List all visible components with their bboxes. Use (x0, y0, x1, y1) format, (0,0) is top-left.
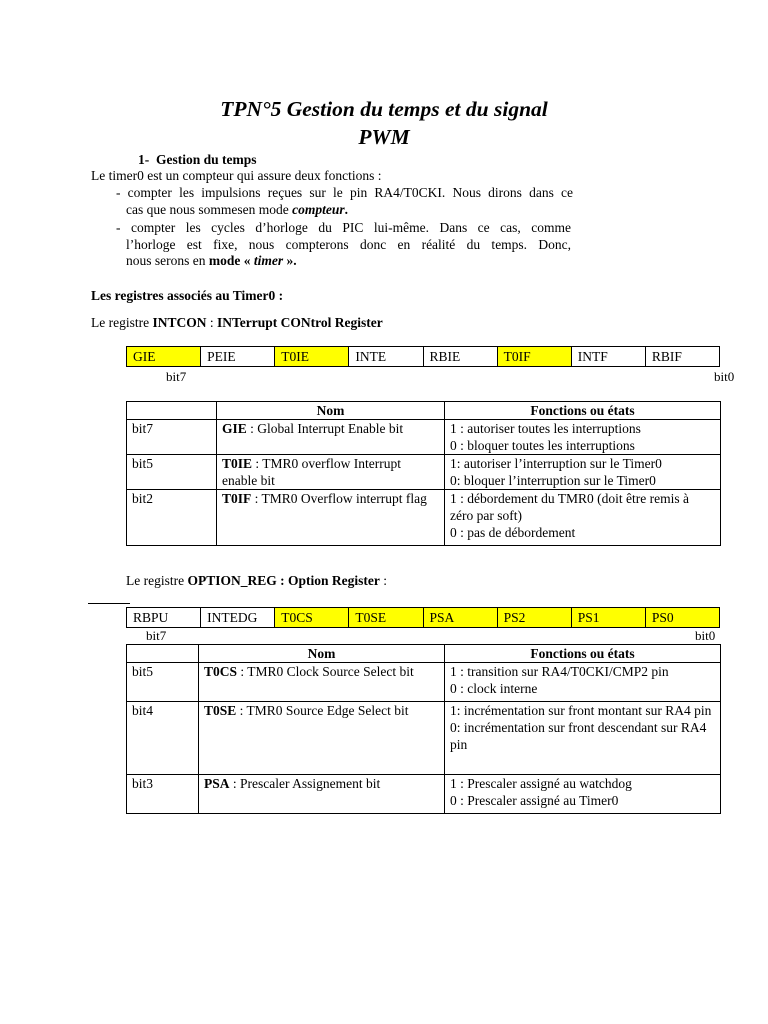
list-item-2-line2: l’horloge est fixe, nous compterons donc en réalité du temps. Donc, (126, 237, 571, 252)
divider (88, 603, 130, 604)
page-title-line2: PWM (358, 125, 410, 149)
table-header-nom: Nom (217, 402, 445, 420)
registers-heading: Les registres associés au Timer0 : (91, 288, 284, 303)
function-line: 1: incrémentation sur front montant sur RA4 pin (450, 703, 712, 718)
function-cell (445, 420, 721, 455)
function-cell (445, 490, 721, 546)
register-fullname: INTerrupt CONtrol Register (217, 315, 383, 330)
bit-cell: bit3 (127, 775, 199, 814)
function-line: 1: autoriser l’interruption sur le Timer0 (450, 456, 662, 471)
function-line: 1 : Prescaler assigné au watchdog (450, 776, 632, 791)
field-desc: : TMR0 Clock Source Select bit (237, 664, 414, 679)
function-cell (445, 775, 721, 814)
register-bit-cell: GIE (127, 347, 201, 367)
section-heading (138, 151, 257, 168)
page-title-line1: TPN°5 Gestion du temps et du signal (220, 97, 548, 121)
list-item-1-line1: - compter les impulsions reçues sur le pin RA4/T0CKI. Nous dirons dans ce (116, 185, 573, 200)
table-header-fonctions: Fonctions ou états (445, 645, 721, 663)
option-bit-high-label: bit7 (146, 628, 167, 643)
register-bit-cell: INTE (349, 347, 423, 367)
section-number: 1- (138, 152, 150, 167)
field-desc: : TMR0 Source Edge Select bit (236, 703, 409, 718)
name-cell (199, 663, 445, 702)
list-item-1-text: cas que nous sommesen mode (126, 202, 293, 217)
table-row (127, 420, 721, 455)
field-desc: : TMR0 Overflow interrupt flag (251, 491, 427, 506)
register-bit-cell: T0CS (275, 608, 349, 628)
table-row (127, 775, 721, 814)
list-item-2-text: nous serons en (126, 253, 209, 268)
intcon-bit-low-label: bit0 (714, 369, 735, 384)
table-row (127, 702, 721, 775)
register-bit-cell: RBIF (645, 347, 719, 367)
function-cell (445, 663, 721, 702)
bit-cell: bit2 (127, 490, 217, 546)
intro-text: Le timer0 est un compteur qui assure deux fonctions : (91, 168, 382, 183)
register-bit-cell: T0SE (349, 608, 423, 628)
function-cell (445, 455, 721, 490)
register-bit-cell: PS1 (571, 608, 645, 628)
table-row (127, 455, 721, 490)
register-name: OPTION_REG : Option Register (187, 573, 380, 588)
option-reg-caption (126, 572, 387, 589)
name-cell (199, 775, 445, 814)
field-desc: : Global Interrupt Enable bit (246, 421, 404, 436)
emphasis-timer: timer (253, 253, 284, 268)
function-line: 1 : transition sur RA4/T0CKI/CMP2 pin (450, 664, 669, 679)
function-cell (445, 702, 721, 775)
field-name: GIE (222, 421, 247, 436)
emphasis-close: ». (283, 253, 297, 268)
option-reg-bit-register (126, 607, 720, 628)
function-line: 1 : débordement du TMR0 (doit être remis à zéro par soft) (450, 491, 689, 523)
period: . (344, 202, 348, 217)
emphasis-mode: mode « (208, 253, 254, 268)
field-name: T0CS (204, 664, 238, 679)
bit-cell: bit5 (127, 663, 199, 702)
table-header-nom: Nom (199, 645, 445, 663)
function-line: 0 : Prescaler assigné au Timer0 (450, 793, 619, 808)
name-cell (199, 702, 445, 775)
caption-sep: : (379, 573, 387, 588)
register-bit-cell: PSA (423, 608, 497, 628)
field-desc: : TMR0 overflow Interrupt enable bit (222, 456, 401, 488)
option-reg-description-table (126, 644, 721, 814)
field-desc: : Prescaler Assignement bit (229, 776, 381, 791)
function-line: 0 : bloquer toutes les interruptions (450, 438, 635, 453)
option-bit-low-label: bit0 (695, 628, 716, 643)
bit-cell: bit4 (127, 702, 199, 775)
name-cell (217, 455, 445, 490)
field-name: T0IF (222, 491, 252, 506)
register-bit-cell: RBPU (127, 608, 201, 628)
register-bit-cell: INTF (571, 347, 645, 367)
name-cell (217, 420, 445, 455)
caption-sep: : (206, 315, 217, 330)
table-header-fonctions: Fonctions ou états (445, 402, 721, 420)
list-item-2-line3 (126, 252, 297, 269)
intcon-bit-high-label: bit7 (166, 369, 187, 384)
field-name: T0SE (204, 703, 237, 718)
function-line: 0 : pas de débordement (450, 525, 576, 540)
bit-cell: bit5 (127, 455, 217, 490)
function-line: 0: bloquer l’interruption sur le Timer0 (450, 473, 656, 488)
register-bit-cell: PS0 (645, 608, 719, 628)
section-title: Gestion du temps (156, 152, 257, 167)
table-header (127, 402, 217, 420)
table-row (127, 663, 721, 702)
field-name: PSA (204, 776, 230, 791)
function-line: 0 : clock interne (450, 681, 538, 696)
caption-prefix: Le registre (91, 315, 153, 330)
name-cell (217, 490, 445, 546)
table-row (127, 490, 721, 546)
emphasis-compteur: compteur (292, 202, 345, 217)
list-item-2-line1: - compter les cycles d’horloge du PIC lui-même. Dans ce cas, comme (116, 220, 571, 235)
register-bit-cell: T0IE (275, 347, 349, 367)
intcon-bit-register (126, 346, 720, 367)
intcon-description-table (126, 401, 721, 546)
table-header (127, 645, 199, 663)
list-item-1-line2 (126, 201, 348, 218)
function-line: 0: incrémentation sur front descendant sur RA4 pin (450, 720, 707, 752)
register-bit-cell: INTEDG (201, 608, 275, 628)
register-bit-cell: T0IF (497, 347, 571, 367)
register-bit-cell: PS2 (497, 608, 571, 628)
register-name: INTCON (152, 315, 207, 330)
caption-prefix: Le registre (126, 573, 188, 588)
intcon-caption (91, 314, 383, 331)
register-bit-cell: RBIE (423, 347, 497, 367)
bit-cell: bit7 (127, 420, 217, 455)
function-line: 1 : autoriser toutes les interruptions (450, 421, 641, 436)
register-bit-cell: PEIE (201, 347, 275, 367)
field-name: T0IE (222, 456, 253, 471)
